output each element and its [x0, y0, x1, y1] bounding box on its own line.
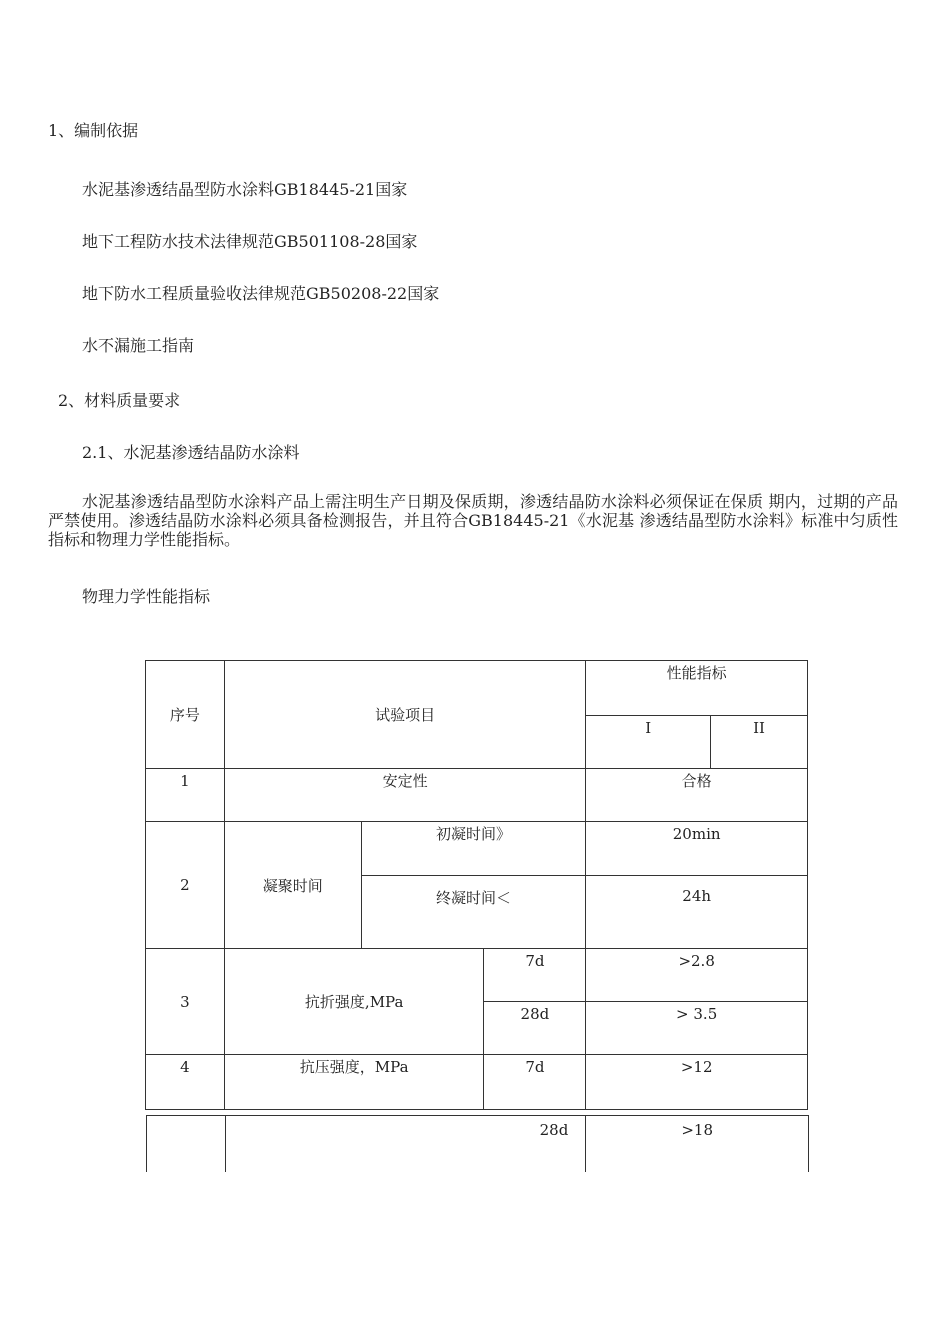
cell-item: 凝聚时间 — [224, 822, 361, 949]
cell-subitem: 初凝时间》 — [361, 822, 586, 876]
reference-item: 地下防水工程质量验收法律规范GB50208-22国家 — [82, 284, 440, 303]
cell-subitem: 终凝时间＜ — [361, 876, 586, 949]
cell-no: 3 — [146, 949, 225, 1055]
table-row — [146, 1055, 808, 1110]
table-row — [146, 949, 808, 1002]
performance-table — [145, 660, 808, 1110]
header-performance: 性能指标 — [586, 661, 808, 716]
cell-no: 4 — [146, 1055, 225, 1110]
table-caption: 物理力学性能指标 — [82, 587, 211, 606]
cell-age: 7d — [484, 1055, 586, 1110]
header-no: 序号 — [146, 661, 225, 769]
cell-value: 20min — [586, 822, 808, 876]
cell-value: 合格 — [586, 769, 808, 822]
cell-value: >18 — [586, 1116, 809, 1172]
cell-value: 24h — [586, 876, 808, 949]
cell-item: 抗折强度,MPa — [224, 949, 484, 1055]
cell-age: 7d — [484, 949, 586, 1002]
reference-item: 水不漏施工指南 — [82, 336, 195, 355]
cell-item: 抗压强度，MPa — [224, 1055, 484, 1110]
cell-no: 1 — [146, 769, 225, 822]
table-row — [146, 769, 808, 822]
performance-table-continued — [146, 1115, 809, 1172]
cell-item: 安定性 — [224, 769, 585, 822]
reference-item: 地下工程防水技术法律规范GB501108-28国家 — [82, 232, 418, 251]
body-paragraph: 水泥基渗透结晶型防水涂料产品上需注明生产日期及保质期，渗透结晶防水涂料必须保证在保质 期内，过期的产品严禁使用。渗透结晶防水涂料必须具备检测报告，并且符合GB18445-21《水泥基 渗透结晶型防水涂料》标准中匀质性指标和物理力学性能指标。 — [48, 492, 898, 549]
cell-no: 2 — [146, 822, 225, 949]
cell-no — [147, 1116, 226, 1172]
cell-value: >2.8 — [586, 949, 808, 1002]
cell-value: > 3.5 — [586, 1002, 808, 1055]
header-grade-2: II — [711, 716, 808, 769]
header-grade-1: I — [586, 716, 711, 769]
cell-age: 28d — [484, 1002, 586, 1055]
header-item: 试验项目 — [224, 661, 585, 769]
reference-item: 水泥基渗透结晶型防水涂料GB18445-21国家 — [82, 180, 408, 199]
table-header-row — [146, 661, 808, 716]
section1-heading: 1、编制依据 — [48, 121, 139, 140]
cell-value: >12 — [586, 1055, 808, 1110]
section2-heading: 2、材料质量要求 — [58, 391, 181, 410]
subsection-heading: 2.1、水泥基渗透结晶防水涂料 — [82, 443, 300, 462]
table-row — [147, 1116, 809, 1172]
cell-age: 28d — [225, 1116, 585, 1172]
table-row — [146, 822, 808, 876]
